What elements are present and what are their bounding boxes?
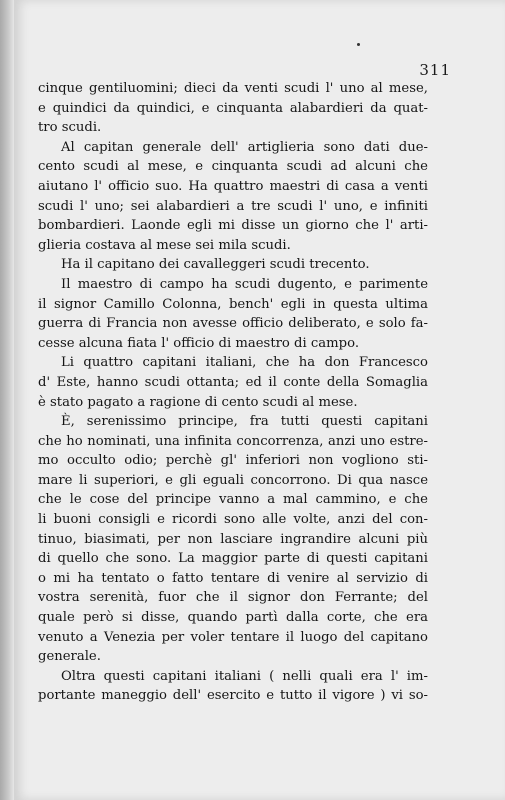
print-speck [357,43,360,46]
text-line: Al capitan generale dell' artiglieria sono dati due- [61,139,428,155]
page-number: 311 [419,61,451,79]
text-line: mo occulto odio; perchè gl' inferiori non vogliono sti- [38,453,428,469]
paragraph-2 [38,138,428,256]
paragraph-4 [38,275,428,353]
paragraph-6 [38,412,428,667]
text-line: tro scudi. [38,120,102,136]
paragraph-3 [38,255,428,275]
text-line: guerra di Francia non avesse officio deliberato, e solo fa- [38,316,428,332]
text-line: tinuo, biasimati, per non lasciare ingrandire alcuni più [38,531,428,547]
text-line: che le cose del principe vanno a mal cammino, e che [38,492,428,508]
scan-binding-edge [0,0,14,800]
text-line: il signor Camillo Colonna, bench' egli in questa ultima [38,296,428,312]
text-line: quale però si disse, quando partì dalla corte, che era [38,610,428,626]
text-line: generale. [38,649,101,665]
text-line: glieria costava al mese sei mila scudi. [38,237,291,253]
text-line: cinque gentiluomini; dieci da venti scudi l' uno al mese, [38,81,428,96]
text-line: bombardieri. Laonde egli mi disse un giorno che l' arti- [38,218,428,234]
text-line: mare li superiori, e gli eguali concorrono. Di qua nasce [38,472,428,488]
text-line: Il maestro di campo ha scudi dugento, e parimente [61,276,428,292]
text-line: venuto a Venezia per voler tentare il luogo del capitano [38,629,428,645]
text-line: È, serenissimo principe, fra tutti questi capitani [61,414,428,430]
text-line: Oltra questi capitani italiani ( nelli quali era l' im- [61,668,428,684]
text-line: portante maneggio dell' esercito e tutto il vigore ) vi so- [38,688,428,704]
text-line: cesse alcuna fiata l' officio di maestro di campo. [38,335,360,351]
paragraph-7 [38,667,428,706]
text-line: di quello che sono. La maggior parte di questi capitani [38,551,428,567]
text-line: aiutano l' officio suo. Ha quattro maestri di casa a venti [38,178,428,194]
text-line: è stato pagato a ragione di cento scudi al mese. [38,394,358,410]
text-line: e quindici da quindici, e cinquanta alabardieri da quat- [38,100,428,116]
text-line: scudi l' uno; sei alabardieri a tre scudi l' uno, e infiniti [38,198,428,214]
text-line: vostra serenità, fuor che il signor don Ferrante; del [38,590,428,606]
text-line: o mi ha tentato o fatto tentare di venire al servizio di [38,570,428,586]
paragraph-5 [38,353,428,412]
text-line: cento scudi al mese, e cinquanta scudi ad alcuni che [38,159,428,175]
text-line: Ha il capitano dei cavalleggeri scudi trecento. [61,257,370,273]
text-line: che ho nominati, una infinita concorrenza, anzi uno estre- [38,433,428,449]
text-line: li buoni consigli e ricordi sono alle volte, anzi del con- [38,512,428,528]
book-page [14,0,505,800]
paragraph-1 [38,79,428,138]
text-line: Li quattro capitani italiani, che ha don Francesco [61,355,428,371]
page-text-body [38,79,428,706]
text-line: d' Este, hanno scudi ottanta; ed il conte della Somaglia [38,374,428,390]
